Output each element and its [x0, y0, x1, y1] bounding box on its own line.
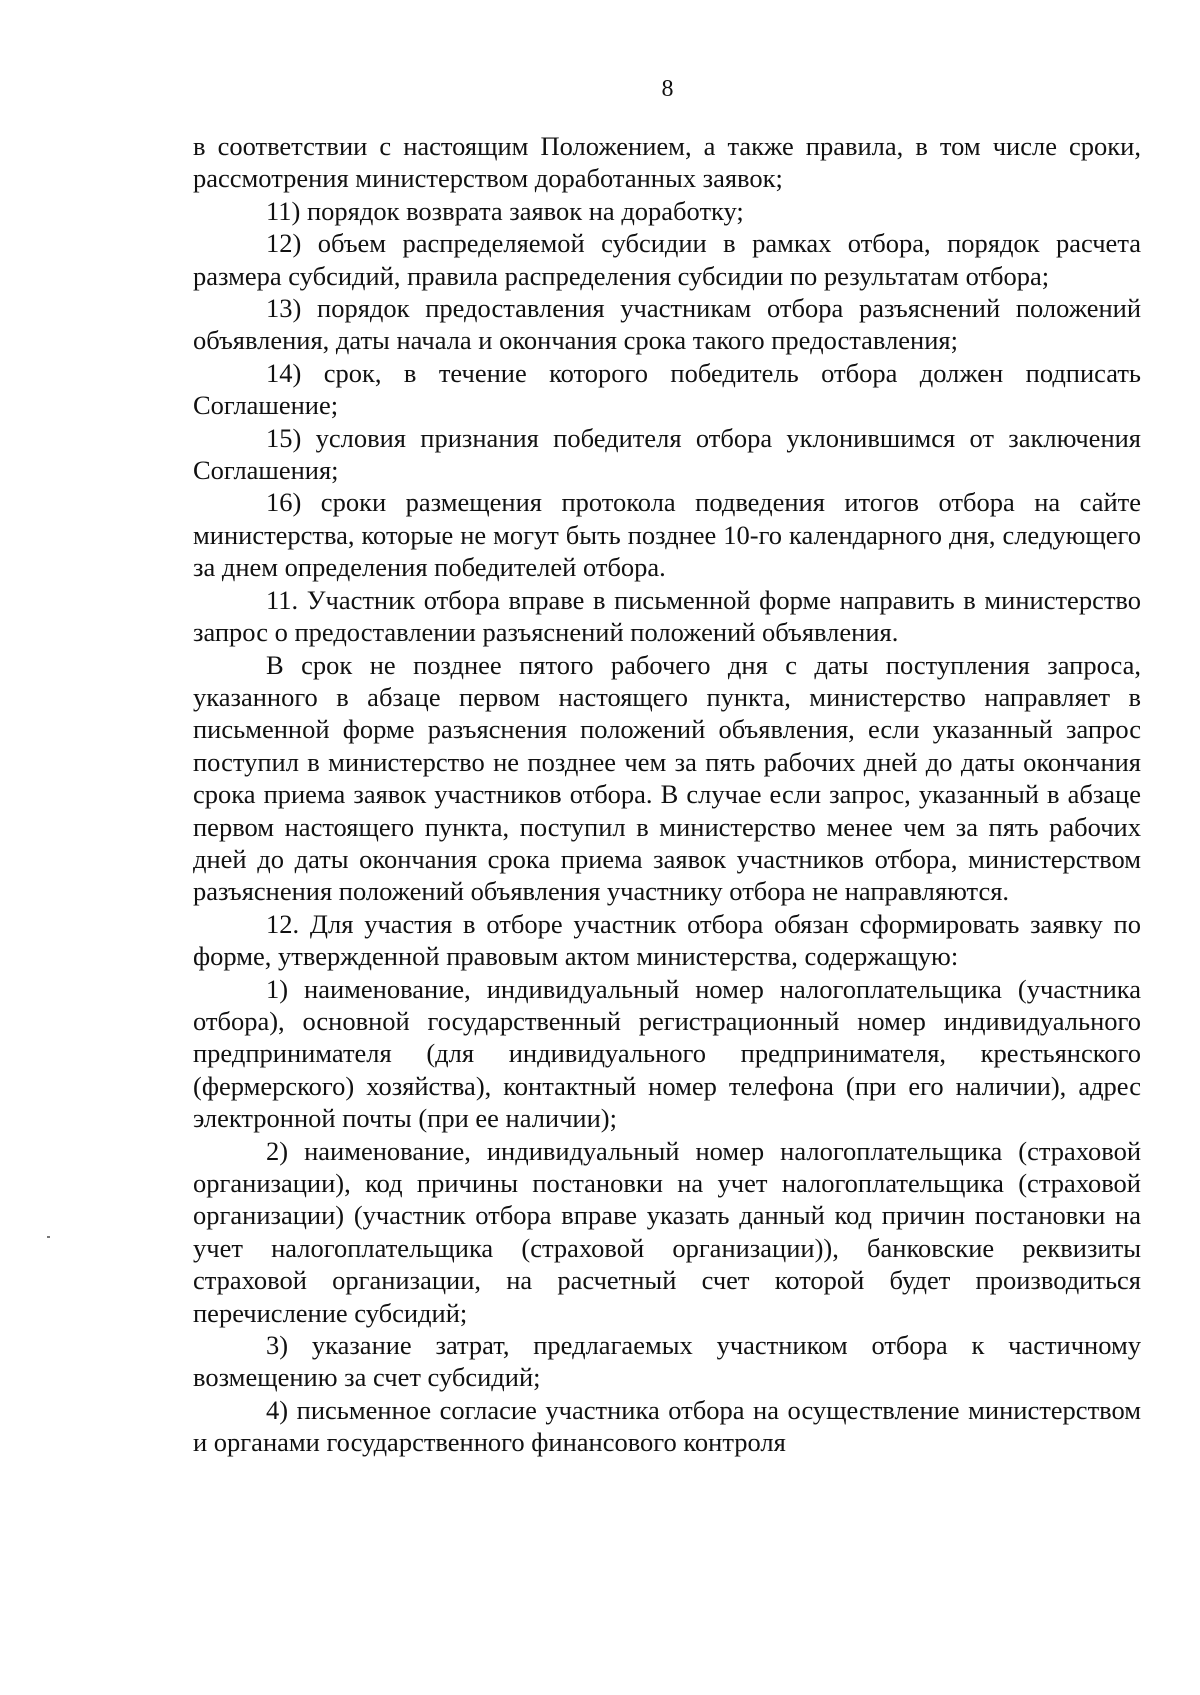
- paragraph-item-12: 12) объем распределяемой субсидии в рамках отбора, порядок расчета размера субсидий, правила распределения субсидии по результатам отбора;: [193, 228, 1141, 291]
- paragraph-item-13: 13) порядок предоставления участникам отбора разъяснений положений объявления, даты начала и окончания срока такого предоставления;: [193, 293, 1141, 356]
- paragraph-clause-12-item-1: 1) наименование, индивидуальный номер налогоплательщика (участника отбора), основной государственный регистрационный номер индивидуального предпринимателя (для индивидуального предпринимателя, крестьянского (фермерского) хозяйства), контактный номер телефона (при его наличии), адрес электронной почты (при ее наличии);: [193, 973, 1141, 1134]
- scan-artifact: [47, 1236, 50, 1238]
- paragraph-continuation: в соответствии с настоящим Положением, а также правила, в том числе сроки, рассмотрения министерством доработанных заявок;: [193, 131, 1141, 194]
- paragraph-item-16: 16) сроки размещения протокола подведения итогов отбора на сайте министерства, которые не могут быть позднее 10-го календарного дня, следующего за днем определения победителей отбора.: [193, 487, 1141, 583]
- paragraph-item-14: 14) срок, в течение которого победитель отбора должен подписать Соглашение;: [193, 357, 1141, 421]
- page-number: 8: [661, 76, 674, 102]
- paragraph-clause-11: 11. Участник отбора вправе в письменной форме направить в министерство запрос о предоставлении разъяснений положений объявления.: [193, 584, 1141, 648]
- paragraph-clause-12: 12. Для участия в отборе участник отбора обязан сформировать заявку по форме, утвержденной правовым актом министерства, содержащую:: [193, 908, 1141, 972]
- paragraph-clause-11-second: В срок не позднее пятого рабочего дня с даты поступления запроса, указанного в абзаце первом настоящего пункта, министерство направляет в письменной форме разъяснения положений объявления, если указанный запрос поступил в министерство не позднее чем за пять рабочих дней до даты окончания срока приема заявок участников отбора. В случае если запрос, указанный в абзаце первом настоящего пункта, поступил в министерство менее чем за пять рабочих дней до даты окончания срока приема заявок участников отбора, министерством разъяснения положений объявления участнику отбора не направляются.: [193, 649, 1141, 907]
- paragraph-item-11: 11) порядок возврата заявок на доработку;: [266, 195, 744, 226]
- paragraph-item-15: 15) условия признания победителя отбора уклонившимся от заключения Соглашения;: [193, 422, 1141, 486]
- paragraph-clause-12-item-3: 3) указание затрат, предлагаемых участником отбора к частичному возмещению за счет субсидий;: [193, 1330, 1141, 1393]
- paragraph-clause-12-item-4: 4) письменное согласие участника отбора на осуществление министерством и органами государственного финансового контроля: [193, 1394, 1141, 1458]
- paragraph-clause-12-item-2: 2) наименование, индивидуальный номер налогоплательщика (страховой организации), код причины постановки на учет налогоплательщика (страховой организации) (участник отбора вправе указать данный код причин постановки на учет налогоплательщика (страховой организации)), банковские реквизиты страховой организации, на расчетный счет которой будет производиться перечисление субсидий;: [193, 1135, 1141, 1328]
- body-text: [193, 130, 1141, 1459]
